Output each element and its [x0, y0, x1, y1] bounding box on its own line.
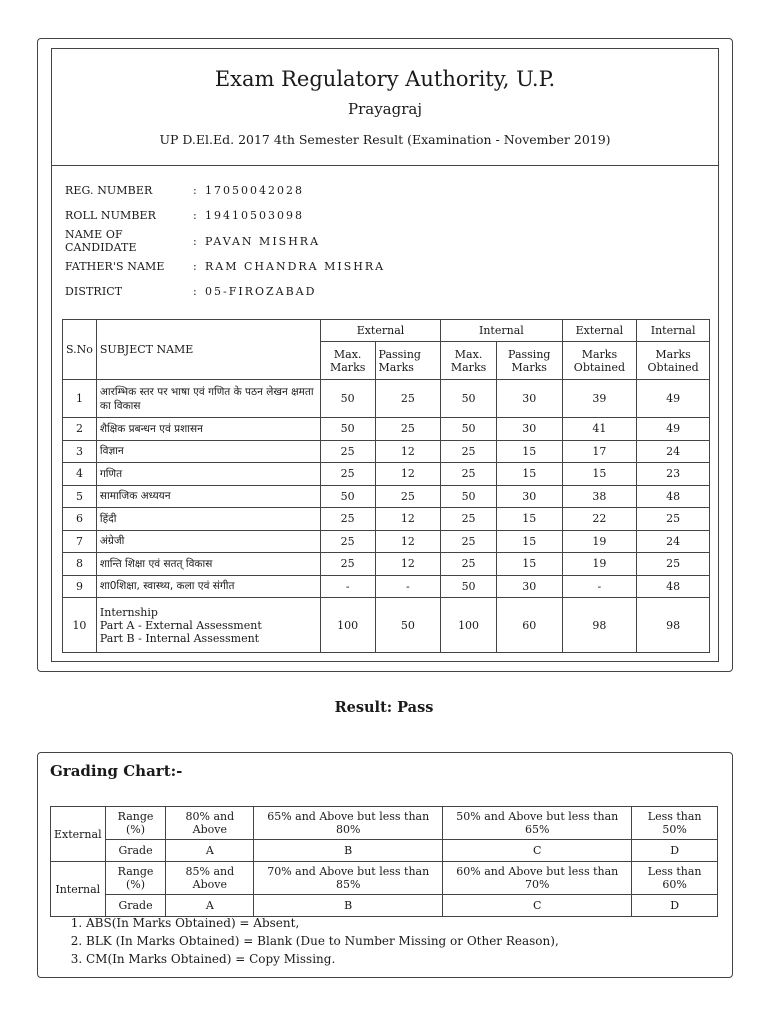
ext-obt-cell: 17 [562, 440, 637, 463]
int-pass-cell: 30 [496, 575, 562, 598]
header-int-passing: Passing Marks [496, 342, 562, 380]
sno-cell: 1 [63, 380, 97, 418]
candidate-info [65, 178, 385, 304]
ext-pass-cell: 25 [375, 380, 441, 418]
int-obt-cell: 25 [637, 508, 710, 531]
int-pass-cell: 15 [496, 530, 562, 553]
ext-max-cell: 25 [320, 530, 375, 553]
notes-list [86, 914, 559, 968]
int-pass-cell: 15 [496, 508, 562, 531]
ext-max-cell: 50 [320, 485, 375, 508]
table-row [63, 418, 710, 441]
header-external: External [320, 320, 440, 342]
roll-number-value: 19410503098 [205, 209, 304, 223]
internship-subject-cell [96, 598, 320, 653]
header-internal-obtained: Internal [637, 320, 710, 342]
result-inner-frame [51, 48, 719, 662]
sno-cell: 9 [63, 575, 97, 598]
marks-table [62, 319, 710, 653]
table-row-internship [63, 598, 710, 653]
ext-pass-cell: 12 [375, 463, 441, 486]
int-pass-cell: 15 [496, 553, 562, 576]
header-external-obtained: External [562, 320, 637, 342]
int-pass-cell: 30 [496, 485, 562, 508]
sno-cell: 10 [63, 598, 97, 653]
subject-cell: शान्ति शिक्षा एवं सतत् विकास [96, 553, 320, 576]
int-max-cell: 50 [441, 380, 497, 418]
int-grade-d: D [632, 895, 718, 917]
authority-city: Prayagraj [348, 100, 422, 118]
subject-cell: आरम्भिक स्तर पर भाषा एवं गणित के पठन लेखन क्षमता का विकास [96, 380, 320, 418]
info-row-roll-number [65, 203, 385, 228]
int-grade-a: A [166, 895, 254, 917]
ext-obt-cell: 15 [562, 463, 637, 486]
ext-pass-cell: 12 [375, 553, 441, 576]
ext-range-b: 65% and Above but less than 80% [254, 807, 443, 840]
ext-range-c: 50% and Above but less than 65% [443, 807, 632, 840]
sno-cell: 8 [63, 553, 97, 576]
note-blk: 2. BLK (In Marks Obtained) = Blank (Due to Number Missing or Other Reason), [86, 932, 559, 950]
header-subject: SUBJECT NAME [96, 320, 320, 380]
candidate-name-value: PAVAN MISHRA [205, 234, 321, 248]
int-pass-cell: 30 [496, 418, 562, 441]
sno-cell: 5 [63, 485, 97, 508]
int-pass-cell: 15 [496, 440, 562, 463]
header-sno: S.No [63, 320, 97, 380]
ext-pass-cell: 25 [375, 418, 441, 441]
header-int-obtained: Marks Obtained [637, 342, 710, 380]
ext-pass-cell: 50 [375, 598, 441, 653]
ext-obt-cell: 38 [562, 485, 637, 508]
header-ext-max: Max. Marks [320, 342, 375, 380]
ext-grade-b: B [254, 840, 443, 862]
ext-obt-cell: 19 [562, 553, 637, 576]
internship-line: Internship [99, 605, 158, 619]
ext-range-a: 80% and Above [166, 807, 254, 840]
header-ext-passing: Passing Marks [375, 342, 441, 380]
info-colon: : [193, 209, 197, 223]
subject-cell: शैक्षिक प्रबन्धन एवं प्रशासन [96, 418, 320, 441]
int-max-cell: 25 [441, 508, 497, 531]
sno-cell: 6 [63, 508, 97, 531]
int-max-cell: 50 [441, 418, 497, 441]
ext-max-cell: 25 [320, 463, 375, 486]
ext-grade-a: A [166, 840, 254, 862]
subject-cell: हिंदी [96, 508, 320, 531]
ext-max-cell: 25 [320, 553, 375, 576]
info-label: NAME OF CANDIDATE [65, 228, 137, 255]
int-obt-cell: 25 [637, 553, 710, 576]
subject-cell: विज्ञान [96, 440, 320, 463]
ext-max-cell: 25 [320, 440, 375, 463]
ext-pass-cell: 12 [375, 530, 441, 553]
info-row-father-name [65, 254, 385, 279]
info-colon: : [193, 184, 197, 198]
int-max-cell: 100 [441, 598, 497, 653]
table-row [63, 380, 710, 418]
int-obt-cell: 48 [637, 485, 710, 508]
info-colon: : [193, 234, 197, 248]
int-obt-cell: 48 [637, 575, 710, 598]
info-label: REG. NUMBER [65, 184, 153, 198]
info-colon: : [193, 285, 197, 299]
int-grade-c: C [443, 895, 632, 917]
int-obt-cell: 24 [637, 530, 710, 553]
ext-obt-cell: 41 [562, 418, 637, 441]
note-cm: 3. CM(In Marks Obtained) = Copy Missing. [86, 950, 559, 968]
int-pass-cell: 30 [496, 380, 562, 418]
header-ext-obtained: Marks Obtained [562, 342, 637, 380]
ext-max-cell: - [320, 575, 375, 598]
ext-obt-cell: - [562, 575, 637, 598]
info-colon: : [193, 260, 197, 274]
int-range-d: Less than 60% [632, 862, 718, 895]
info-row-reg-number [65, 178, 385, 203]
header-internal: Internal [441, 320, 562, 342]
int-obt-cell: 24 [637, 440, 710, 463]
father-name-value: RAM CHANDRA MISHRA [205, 260, 386, 274]
int-range-b: 70% and Above but less than 85% [254, 862, 443, 895]
table-row [63, 508, 710, 531]
int-range-a: 85% and Above [166, 862, 254, 895]
table-row [63, 575, 710, 598]
table-row [63, 485, 710, 508]
subject-cell: अंग्रेजी [96, 530, 320, 553]
ext-pass-cell: - [375, 575, 441, 598]
int-grade-b: B [254, 895, 443, 917]
ext-obt-cell: 39 [562, 380, 637, 418]
info-label: DISTRICT [65, 285, 123, 299]
ext-obt-cell: 98 [562, 598, 637, 653]
ext-pass-cell: 12 [375, 508, 441, 531]
grading-chart [37, 752, 733, 978]
subject-cell: शा0शिक्षा, स्वास्थ्य, कला एवं संगीत [96, 575, 320, 598]
note-abs: 1. ABS(In Marks Obtained) = Absent, [86, 914, 559, 932]
internship-part-b: Part B - Internal Assessment [99, 631, 260, 645]
ext-obt-cell: 19 [562, 530, 637, 553]
sno-cell: 4 [63, 463, 97, 486]
ext-max-cell: 25 [320, 508, 375, 531]
table-row [63, 463, 710, 486]
authority-title: Exam Regulatory Authority, U.P. [214, 67, 556, 91]
sno-cell: 2 [63, 418, 97, 441]
info-label: ROLL NUMBER [65, 209, 157, 223]
district-value: 05-FIROZABAD [205, 285, 317, 299]
grade-label: Grade [105, 895, 166, 917]
int-max-cell: 50 [441, 485, 497, 508]
grading-internal-label: Internal [51, 862, 106, 917]
table-row [63, 553, 710, 576]
int-obt-cell: 49 [637, 380, 710, 418]
sno-cell: 7 [63, 530, 97, 553]
ext-obt-cell: 22 [562, 508, 637, 531]
result-subtitle: UP D.El.Ed. 2017 4th Semester Result (Examination - November 2019) [159, 132, 611, 147]
reg-number-value: 17050042028 [205, 184, 304, 198]
grading-external-label: External [51, 807, 106, 862]
int-range-c: 60% and Above but less than 70% [443, 862, 632, 895]
int-max-cell: 25 [441, 463, 497, 486]
range-label: Range (%) [105, 807, 166, 840]
ext-max-cell: 100 [320, 598, 375, 653]
ext-pass-cell: 12 [375, 440, 441, 463]
result-card [37, 38, 733, 672]
table-row [63, 530, 710, 553]
table-row [63, 440, 710, 463]
result-status: Result: Pass [334, 699, 434, 716]
ext-pass-cell: 25 [375, 485, 441, 508]
ext-max-cell: 50 [320, 380, 375, 418]
info-row-candidate-name [65, 229, 385, 254]
info-row-district [65, 279, 385, 304]
ext-grade-d: D [632, 840, 718, 862]
internship-part-a: Part A - External Assessment [99, 618, 262, 632]
int-pass-cell: 15 [496, 463, 562, 486]
int-obt-cell: 23 [637, 463, 710, 486]
ext-max-cell: 50 [320, 418, 375, 441]
int-max-cell: 25 [441, 553, 497, 576]
header [52, 49, 718, 166]
grading-title: Grading Chart:- [50, 762, 183, 780]
int-obt-cell: 49 [637, 418, 710, 441]
ext-range-d: Less than 50% [632, 807, 718, 840]
ext-grade-c: C [443, 840, 632, 862]
int-max-cell: 25 [441, 530, 497, 553]
int-max-cell: 25 [441, 440, 497, 463]
int-obt-cell: 98 [637, 598, 710, 653]
header-int-max: Max. Marks [441, 342, 497, 380]
grading-table [50, 806, 718, 917]
range-label: Range (%) [105, 862, 166, 895]
grade-label: Grade [105, 840, 166, 862]
subject-cell: सामाजिक अध्ययन [96, 485, 320, 508]
int-pass-cell: 60 [496, 598, 562, 653]
sno-cell: 3 [63, 440, 97, 463]
int-max-cell: 50 [441, 575, 497, 598]
info-label: FATHER'S NAME [65, 260, 165, 274]
subject-cell: गणित [96, 463, 320, 486]
